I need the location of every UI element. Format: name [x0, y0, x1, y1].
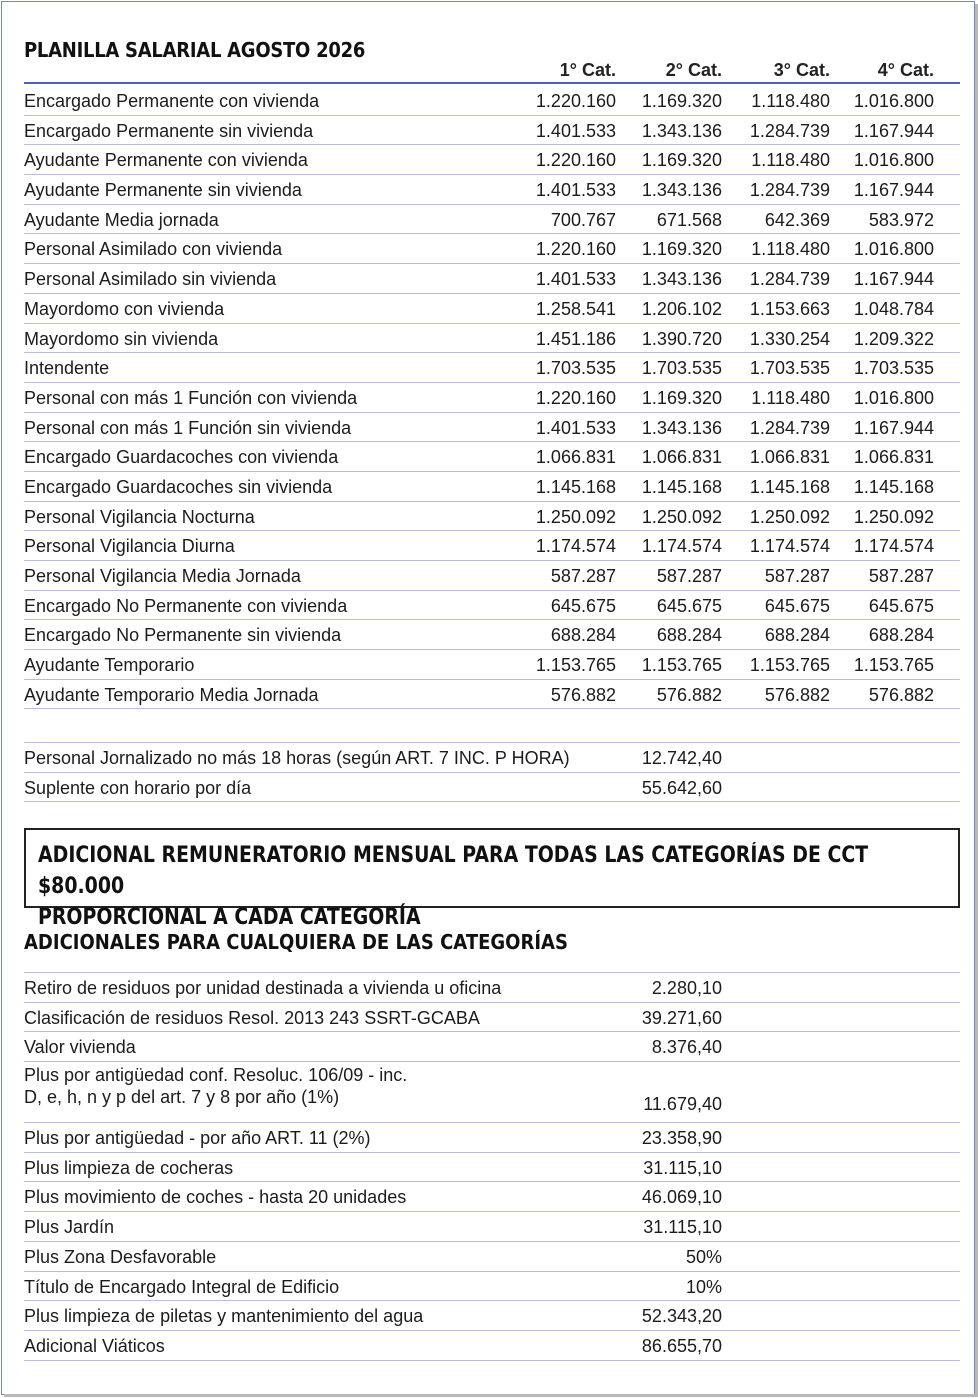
row-label: Título de Encargado Integral de Edificio	[24, 1276, 340, 1297]
row-label: Personal Vigilancia Diurna	[24, 536, 235, 557]
row-label: Plus por antigüedad - por año ART. 11 (2%)	[24, 1128, 371, 1149]
cell-cat3: 1.284.739	[749, 417, 830, 438]
row-label: Encargado Guardacoches con vivienda	[24, 447, 339, 468]
cell-cat2: 1.343.136	[641, 269, 722, 290]
cell-cat1: 1.401.533	[535, 180, 616, 201]
cell-cat3: 688.284	[764, 625, 830, 646]
cell-cat1: 1.153.765	[535, 655, 616, 676]
row-label: Plus Zona Desfavorable	[24, 1246, 217, 1267]
cell-cat2: 1.066.831	[641, 447, 722, 468]
row-label: Personal con más 1 Función con vivienda	[24, 387, 358, 408]
table-row	[24, 264, 960, 294]
cell-cat3: 1.066.831	[749, 447, 830, 468]
row-label: Encargado No Permanente con vivienda	[24, 595, 348, 616]
row-label: Mayordomo sin vivienda	[24, 328, 219, 349]
cell-cat1: 1.703.535	[535, 358, 616, 379]
row-value: 86.655,70	[641, 1335, 722, 1356]
cell-cat2: 1.390.720	[641, 328, 722, 349]
cell-cat1: 1.451.186	[535, 328, 616, 349]
table-row	[24, 472, 960, 502]
cell-cat4: 1.066.831	[853, 447, 934, 468]
row-value: 11.679,40	[643, 1094, 722, 1115]
row-label: Ayudante Permanente con vivienda	[24, 150, 308, 171]
cell-cat2: 671.568	[656, 209, 722, 230]
cell-cat4: 1.167.944	[853, 417, 934, 438]
cell-cat1: 1.066.831	[535, 447, 616, 468]
table-row	[24, 1272, 960, 1302]
cell-cat1: 1.145.168	[535, 476, 616, 497]
additional-banner	[24, 828, 960, 930]
table-row	[24, 1153, 960, 1183]
salary-table	[24, 86, 960, 709]
table-row	[24, 620, 960, 650]
cell-cat1: 688.284	[550, 625, 616, 646]
row-label: Plus limpieza de cocheras	[24, 1157, 234, 1178]
table-row	[24, 442, 960, 472]
cell-cat1: 1.220.160	[535, 387, 616, 408]
cell-cat4: 1.167.944	[853, 269, 934, 290]
cell-cat4: 1.174.574	[853, 536, 934, 557]
table-row	[24, 502, 960, 532]
table-row	[24, 1301, 960, 1331]
row-value: 46.069,10	[641, 1187, 722, 1208]
cell-cat2: 1.169.320	[641, 239, 722, 260]
table-row	[24, 680, 960, 710]
cell-cat3: 587.287	[764, 566, 830, 586]
row-label: Encargado Permanente sin vivienda	[24, 120, 314, 141]
cell-cat3: 1.284.739	[749, 120, 830, 141]
row-label: Personal con más 1 Función sin vivienda	[24, 417, 352, 438]
row-value: 31.115,10	[643, 1157, 722, 1178]
row-value: 8.376,40	[651, 1037, 722, 1058]
table-row	[24, 1182, 960, 1212]
cell-cat1: 1.401.533	[535, 120, 616, 141]
cell-cat2: 1.169.320	[641, 387, 722, 408]
table-row	[24, 353, 960, 383]
col-header-cat4: 4° Cat.	[877, 60, 934, 80]
table-row	[24, 413, 960, 443]
cell-cat1: 645.675	[550, 595, 616, 616]
row-value: 52.343,20	[641, 1306, 722, 1327]
table-row	[24, 175, 960, 205]
table-row	[24, 1212, 960, 1242]
row-label: Valor vivienda	[24, 1037, 136, 1058]
table-row	[24, 205, 960, 235]
row-label: Encargado No Permanente sin vivienda	[24, 625, 342, 646]
row-label: Personal Jornalizado no más 18 horas (según ART. 7 INC. P HORA)	[24, 748, 570, 768]
row-value: 2.280,10	[651, 978, 722, 998]
cell-cat4: 1.048.784	[853, 298, 934, 319]
table-row	[24, 773, 960, 803]
cell-cat4: 1.016.800	[853, 150, 934, 171]
row-value: 55.642,60	[641, 777, 722, 798]
cell-cat1: 1.258.541	[535, 298, 616, 319]
cell-cat1: 587.287	[550, 566, 616, 586]
cell-cat4: 587.287	[868, 566, 934, 586]
cell-cat3: 1.118.480	[751, 91, 830, 111]
row-value: 31.115,10	[643, 1217, 722, 1238]
cell-cat3: 1.250.092	[749, 506, 830, 527]
cell-cat3: 642.369	[764, 209, 830, 230]
row-label: Retiro de residuos por unidad destinada a vivienda u oficina	[24, 978, 502, 998]
hourly-table	[24, 742, 960, 802]
row-label: Plus limpieza de piletas y mantenimiento del agua	[24, 1306, 424, 1327]
table-row	[24, 1331, 960, 1361]
cell-cat2: 1.343.136	[641, 417, 722, 438]
page-title: PLANILLA SALARIAL AGOSTO 2026	[24, 38, 366, 62]
cell-cat3: 1.330.254	[749, 328, 830, 349]
cell-cat3: 1.145.168	[749, 476, 830, 497]
row-label: Plus por antigüedad conf. Resoluc. 106/09 - inc. D, e, h, n y p del art. 7 y 8 por año (1%)	[24, 1065, 408, 1108]
cell-cat3: 1.118.480	[751, 387, 830, 408]
cell-cat4: 576.882	[868, 684, 934, 705]
cell-cat4: 583.972	[868, 209, 934, 230]
cell-cat4: 1.153.765	[853, 655, 934, 676]
row-label: Mayordomo con vivienda	[24, 298, 225, 319]
table-row	[24, 591, 960, 621]
row-label: Encargado Permanente con vivienda	[24, 91, 320, 111]
row-label: Plus movimiento de coches - hasta 20 unidades	[24, 1187, 407, 1208]
cell-cat4: 1.145.168	[853, 476, 934, 497]
table-row	[24, 86, 960, 116]
col-header-cat1: 1° Cat.	[559, 60, 616, 80]
row-label: Suplente con horario por día	[24, 777, 252, 798]
cell-cat3: 1.153.663	[749, 298, 830, 319]
table-header	[24, 58, 960, 84]
cell-cat2: 645.675	[656, 595, 722, 616]
frame-shadow	[4, 1394, 977, 1397]
table-row	[24, 294, 960, 324]
cell-cat3: 1.118.480	[751, 150, 830, 171]
cell-cat4: 1.167.944	[853, 120, 934, 141]
additionals-table	[24, 972, 960, 1361]
table-row	[24, 383, 960, 413]
cell-cat1: 700.767	[550, 209, 616, 230]
table-row	[24, 116, 960, 146]
table-row	[24, 743, 960, 773]
cell-cat2: 1.145.168	[641, 476, 722, 497]
cell-cat2: 1.153.765	[641, 655, 722, 676]
cell-cat2: 688.284	[656, 625, 722, 646]
cell-cat1: 1.220.160	[535, 150, 616, 171]
table-row	[24, 973, 960, 1003]
table-row	[24, 1003, 960, 1033]
col-header-cat2: 2° Cat.	[665, 60, 722, 80]
table-row	[24, 1123, 960, 1153]
cell-cat1: 1.250.092	[535, 506, 616, 527]
cell-cat4: 1.209.322	[853, 328, 934, 349]
cell-cat3: 1.284.739	[749, 180, 830, 201]
cell-cat1: 576.882	[550, 684, 616, 705]
cell-cat3: 1.284.739	[749, 269, 830, 290]
cell-cat2: 1.250.092	[641, 506, 722, 527]
cell-cat4: 1.703.535	[853, 358, 934, 379]
cell-cat3: 1.153.765	[749, 655, 830, 676]
table-row	[24, 1242, 960, 1272]
cell-cat3: 645.675	[764, 595, 830, 616]
row-label: Personal Asimilado sin vivienda	[24, 269, 277, 290]
cell-cat2: 1.343.136	[641, 120, 722, 141]
cell-cat4: 1.016.800	[853, 91, 934, 111]
table-row	[24, 561, 960, 591]
row-label: Ayudante Media jornada	[24, 209, 219, 230]
cell-cat2: 1.343.136	[641, 180, 722, 201]
cell-cat3: 1.703.535	[749, 358, 830, 379]
cell-cat4: 1.016.800	[853, 387, 934, 408]
row-value: 12.742,40	[641, 748, 722, 768]
cell-cat2: 576.882	[656, 684, 722, 705]
cell-cat4: 1.016.800	[853, 239, 934, 260]
row-label: Ayudante Permanente sin vivienda	[24, 180, 302, 201]
cell-cat3: 576.882	[764, 684, 830, 705]
row-value: 39.271,60	[641, 1007, 722, 1028]
row-label: Ayudante Temporario	[24, 655, 195, 676]
cell-cat2: 1.174.574	[641, 536, 722, 557]
table-row	[24, 650, 960, 680]
table-row	[24, 1062, 960, 1123]
row-label: Personal Vigilancia Media Jornada	[24, 566, 301, 586]
cell-cat2: 587.287	[656, 566, 722, 586]
cell-cat4: 1.250.092	[853, 506, 934, 527]
cell-cat1: 1.220.160	[535, 239, 616, 260]
cell-cat1: 1.401.533	[535, 417, 616, 438]
cell-cat1: 1.401.533	[535, 269, 616, 290]
row-value: 50%	[685, 1246, 722, 1267]
col-header-cat3: 3° Cat.	[773, 60, 830, 80]
row-label: Plus Jardín	[24, 1217, 115, 1238]
cell-cat2: 1.703.535	[641, 358, 722, 379]
cell-cat2: 1.169.320	[641, 91, 722, 111]
row-value: 10%	[685, 1276, 722, 1297]
row-label: Clasificación de residuos Resol. 2013 243 SSRT-GCABA	[24, 1007, 480, 1028]
cell-cat2: 1.169.320	[641, 150, 722, 171]
row-label: Personal Asimilado con vivienda	[24, 239, 283, 260]
banner-line-1: ADICIONAL REMUNERATORIO MENSUAL PARA TODAS LAS CATEGORÍAS DE CCT $80.000	[38, 843, 869, 899]
cell-cat1: 1.174.574	[535, 536, 616, 557]
table-row	[24, 234, 960, 264]
row-value: 23.358,90	[641, 1128, 722, 1149]
table-row	[24, 145, 960, 175]
cell-cat3: 1.118.480	[751, 239, 830, 260]
cell-cat1: 1.220.160	[535, 91, 616, 111]
row-label: Ayudante Temporario Media Jornada	[24, 684, 319, 705]
cell-cat3: 1.174.574	[749, 536, 830, 557]
cell-cat4: 688.284	[868, 625, 934, 646]
banner-line-2: PROPORCIONAL A CADA CATEGORÍA	[38, 905, 421, 930]
row-label: Adicional Viáticos	[24, 1335, 165, 1356]
table-row	[24, 324, 960, 354]
table-row	[24, 1032, 960, 1062]
table-row	[24, 531, 960, 561]
additionals-title: ADICIONALES PARA CUALQUIERA DE LAS CATEGORÍAS	[24, 930, 568, 954]
row-label: Encargado Guardacoches sin vivienda	[24, 476, 333, 497]
row-label: Personal Vigilancia Nocturna	[24, 506, 255, 527]
cell-cat4: 645.675	[868, 595, 934, 616]
cell-cat2: 1.206.102	[641, 298, 722, 319]
row-label: Intendente	[24, 358, 110, 379]
cell-cat4: 1.167.944	[853, 180, 934, 201]
